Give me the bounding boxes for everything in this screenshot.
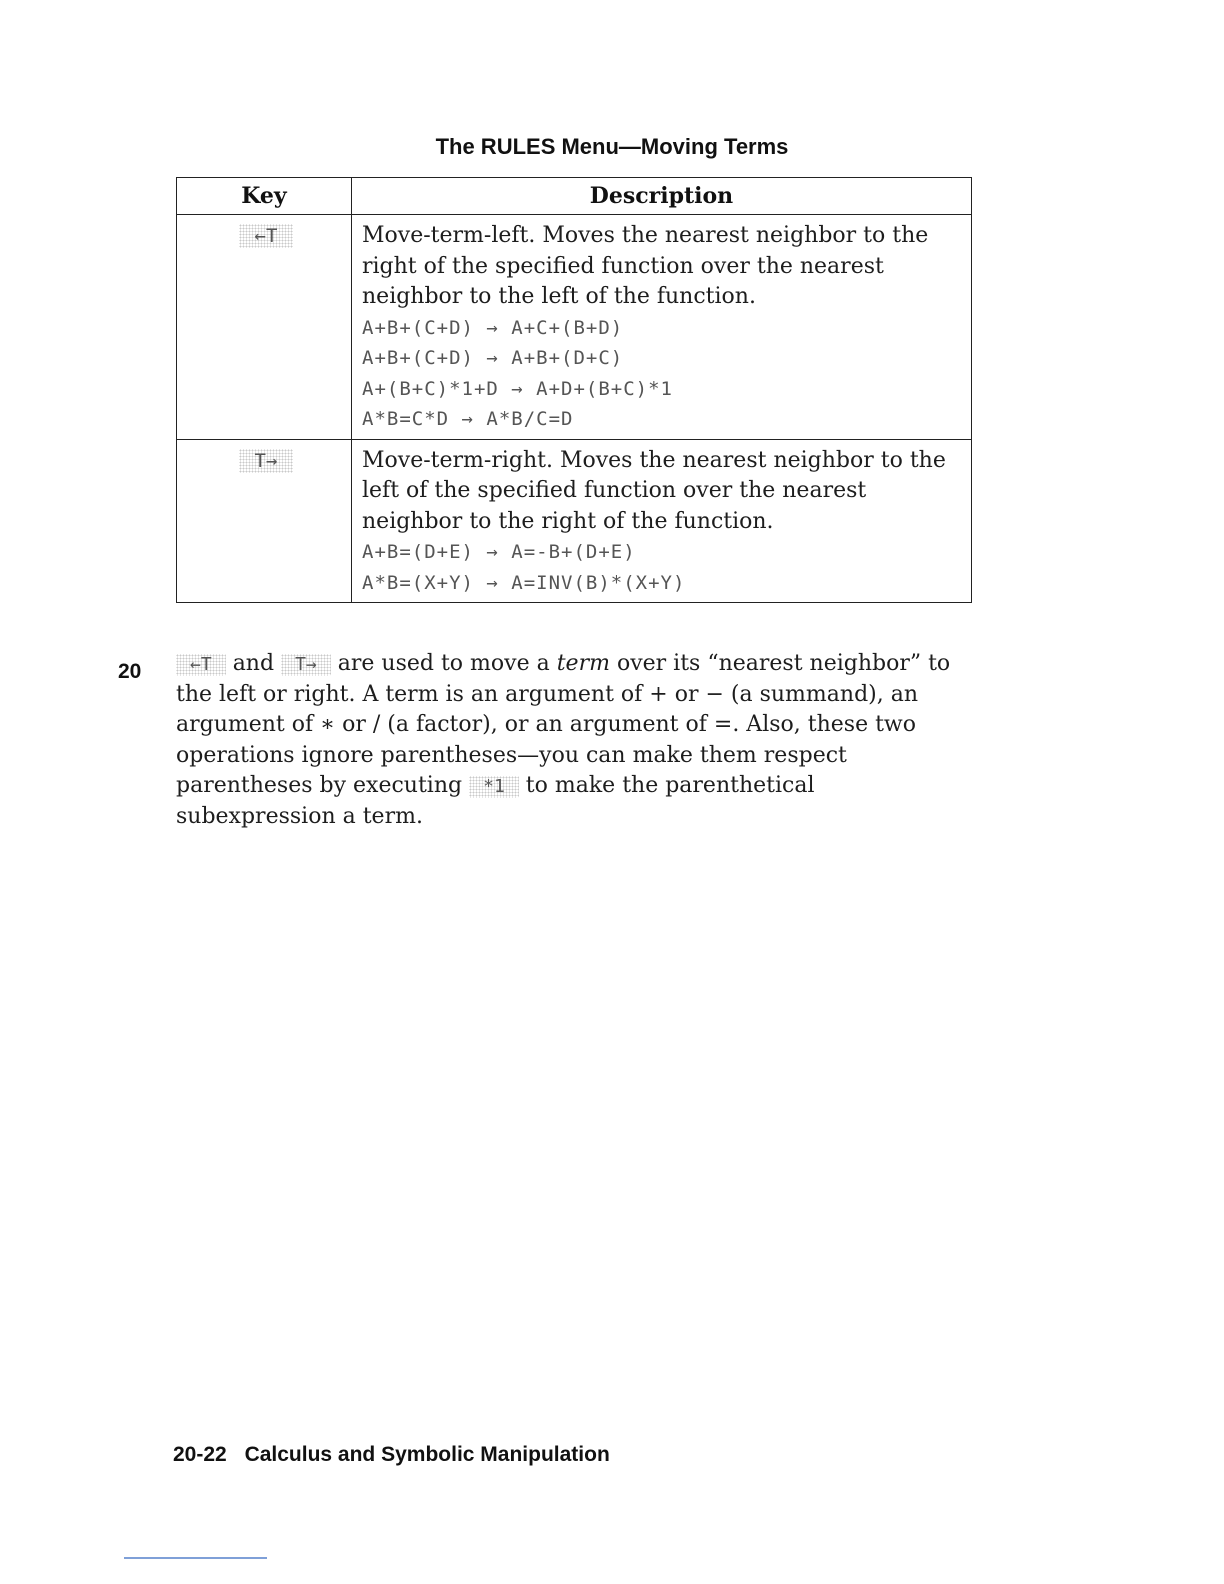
paragraph-text: over its “nearest neighbor” to the left or right. A term is an argument of + or − (a summand), an argument of ∗ or / (a factor), or an argument of =. Also, these two operations ignore parentheses—you can make them respect parentheses by executing <box>176 651 951 799</box>
paragraph-text-and: and <box>232 651 275 676</box>
softkey-move-term-left: ←T <box>239 224 294 248</box>
table-row <box>177 439 972 603</box>
header-description: Description <box>352 178 972 215</box>
rules-table <box>176 177 972 603</box>
page-footer <box>173 1443 610 1467</box>
softkey-multiply-one-inline: *1 <box>469 776 519 798</box>
paragraph-text: to make the parenthetical subexpression a term. <box>176 773 815 829</box>
example-line: A+(B+C)*1+D → A+D+(B+C)*1 <box>362 377 673 400</box>
scan-artifact-line <box>124 1557 267 1559</box>
description-text: Move-term-left. Moves the nearest neighbor to the right of the specified function over the nearest neighbor to the left of the function. <box>362 223 929 309</box>
margin-page-number: 20 <box>118 660 142 683</box>
footer-page-number: 20-22 <box>173 1443 227 1466</box>
example-line: A*B=C*D → A*B/C=D <box>362 408 574 430</box>
paragraph-italic-term: term <box>556 651 610 676</box>
key-cell <box>177 215 352 440</box>
table-title: The RULES Menu—Moving Terms <box>435 134 789 159</box>
header-key: Key <box>177 178 352 215</box>
example-line: A*B=(X+Y) → A=INV(B)*(X+Y) <box>362 571 686 594</box>
table-header-row <box>177 178 972 215</box>
description-cell <box>352 215 972 440</box>
table-row <box>177 215 972 440</box>
footer-chapter-title: Calculus and Symbolic Manipulation <box>244 1443 610 1466</box>
body-paragraph <box>176 649 966 833</box>
example-line: A+B+(C+D) → A+B+(D+C) <box>362 347 624 369</box>
softkey-move-term-right: T→ <box>239 449 294 473</box>
example-line: A+B+(C+D) → A+C+(B+D) <box>362 316 624 339</box>
description-text: Move-term-right. Moves the nearest neighbor to the left of the specified function over the nearest neighbor to the right of the function. <box>362 447 946 534</box>
softkey-move-term-right-inline: T→ <box>281 654 331 676</box>
softkey-move-term-left-inline: ←T <box>176 654 226 676</box>
description-cell <box>352 439 972 603</box>
paragraph-text: are used to move a <box>337 651 550 676</box>
example-line: A+B=(D+E) → A=-B+(D+E) <box>362 541 636 563</box>
key-cell <box>177 439 352 603</box>
